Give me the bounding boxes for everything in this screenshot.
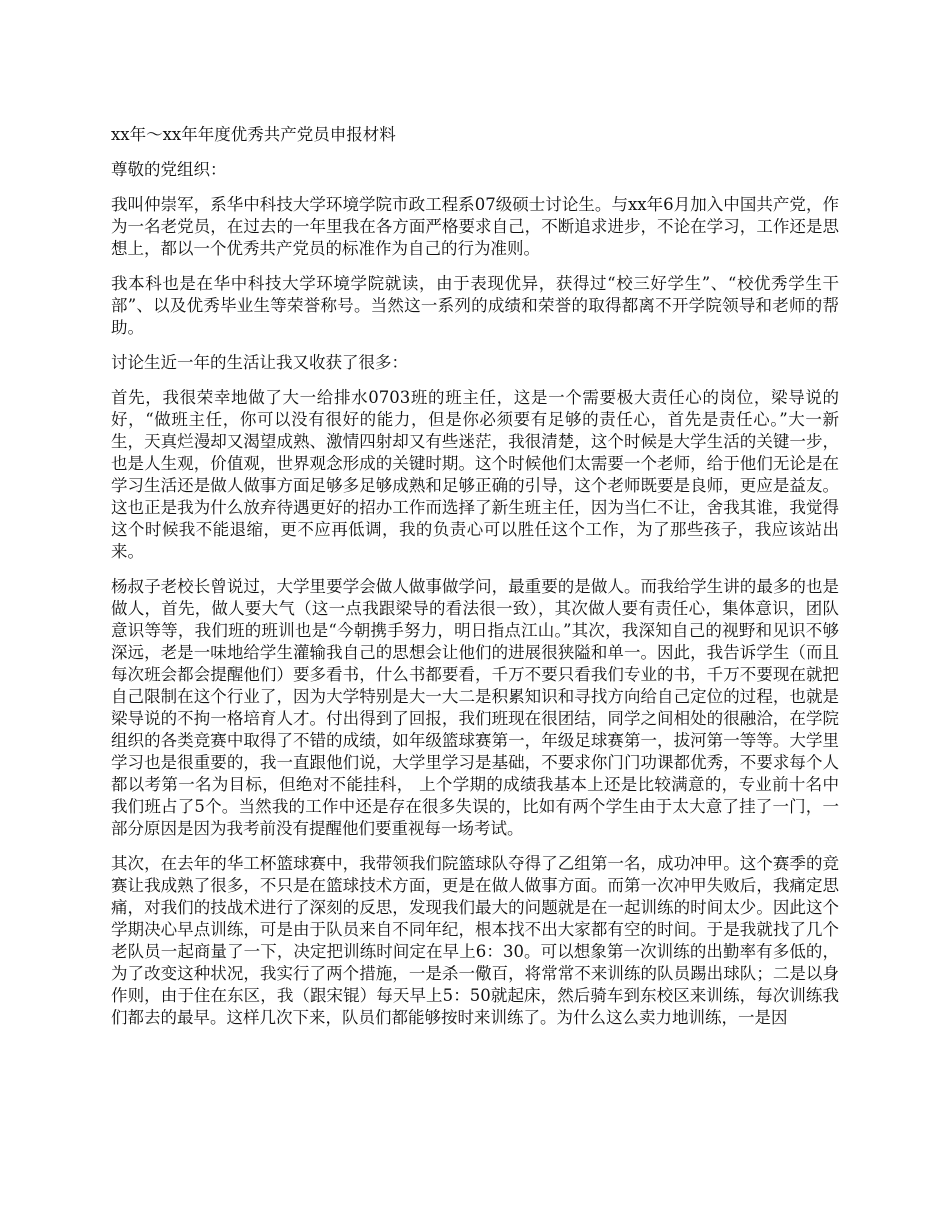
paragraph-transition: 讨论生近一年的生活让我又收获了很多： xyxy=(111,353,408,372)
paragraph-background: 我本科也是在华中科技大学环境学院就读，由于表现优异，获得过“校三好学生”、“校优秀学生干部”、以及优秀毕业生等荣誉称号。当然这一系列的成绩和荣誉的取得都离不开学院领导和老师的帮助。 xyxy=(111,274,839,337)
document-body xyxy=(111,124,839,1042)
document-title: xx年～xx年年度优秀共产党员申报材料 xyxy=(111,125,396,144)
paragraph-basketball: 其次，在去年的华工杯篮球赛中，我带领我们院篮球队夺得了乙组第一名，成功冲甲。这个赛季的竞赛让我成熟了很多，不只是在篮球技术方面，更是在做人做事方面。而第一次冲甲失败后，我痛定思痛，对我们的技战术进行了深刻的反思，发现我们最大的问题就是在一起训练的时间太少。因此这个学期决心早点训练，可是由于队员来自不同年纪，根本找不出大家都有空的时间。于是我就找了几个老队员一起商量了一下，决定把训练时间定在早上6：30。可以想象第一次训练的出勤率有多低的，为了改变这种状况，我实行了两个措施，一是杀一儆百，将常常不来训练的队员踢出球队；二是以身作则，由于住在东区，我（跟宋锟）每天早上5：50就起床，然后骑车到东校区来训练，每次训练我们都去的最早。这样几次下来，队员们都能够按时来训练了。为什么这么卖力地训练，一是因 xyxy=(111,854,839,1027)
paragraph-intro: 我叫仲崇军，系华中科技大学环境学院市政工程系07级硕士讨论生。与xx年6月加入中国共产党，作为一名老党员，在过去的一年里我在各方面严格要求自己，不断追求进步，不论在学习，工作还是思想上，都以一个优秀共产党员的标准作为自己的行为准则。 xyxy=(111,195,839,258)
salutation: 尊敬的党组织： xyxy=(111,160,227,179)
paragraph-education: 杨叔子老校长曾说过，大学里要学会做人做事做学问，最重要的是做人。而我给学生讲的最多的也是做人，首先，做人要大气（这一点我跟梁导的看法很一致），其次做人要有责任心，集体意识，团队意识等等，我们班的班训也是“今朝携手努力，明日指点江山。”其次，我深知自己的视野和见识不够深远，老是一味地给学生灌输我自己的思想会让他们的进展很狭隘和单一。因此，我告诉学生（而且每次班会都会提醒他们）要多看书，什么书都要看，千万不要只看我们专业的书，千万不要现在就把自己限制在这个行业了，因为大学特别是大一大二是积累知识和寻找方向给自己定位的过程，也就是梁导说的不拘一格培育人才。付出得到了回报，我们班现在很团结，同学之间相处的很融洽，在学院组织的各类竞赛中取得了不错的成绩，如年级篮球赛第一，年级足球赛第一，拔河第一等等。大学里学习也是很重要的，我一直跟他们说，大学里学习是基础，不要求你门门功课都优秀，不要求每个人都以考第一名为目标，但绝对不能挂科， 上个学期的成绩我基本上还是比较满意的，专业前十名中我们班占了5个。当然我的工作中还是存在很多失误的，比如有两个学生由于太大意了挂了一门，一部分原因是因为我考前没有提醒他们要重视每一场考试。 xyxy=(111,577,839,838)
paragraph-head-teacher: 首先，我很荣幸地做了大一给排水0703班的班主任，这是一个需要极大责任心的岗位，梁导说的好，“做班主任，你可以没有很好的能力，但是你必须要有足够的责任心，首先是责任心。”大一新生，天真烂漫却又渴望成熟、激情四射却又有些迷茫，我很清楚，这个时候是大学生活的关键一步，也是人生观，价值观，世界观念形成的关键时期。这个时候他们太需要一个老师，给于他们无论是在学习生活还是做人做事方面足够多足够成熟和足够正确的引导，这个老师既要是良师，更应是益友。这也正是我为什么放弃待遇更好的招办工作而选择了新生班主任，因为当仁不让，舍我其谁，我觉得这个时候我不能退缩，更不应再低调，我的负责心可以胜任这个工作，为了那些孩子，我应该站出来。 xyxy=(111,388,839,561)
